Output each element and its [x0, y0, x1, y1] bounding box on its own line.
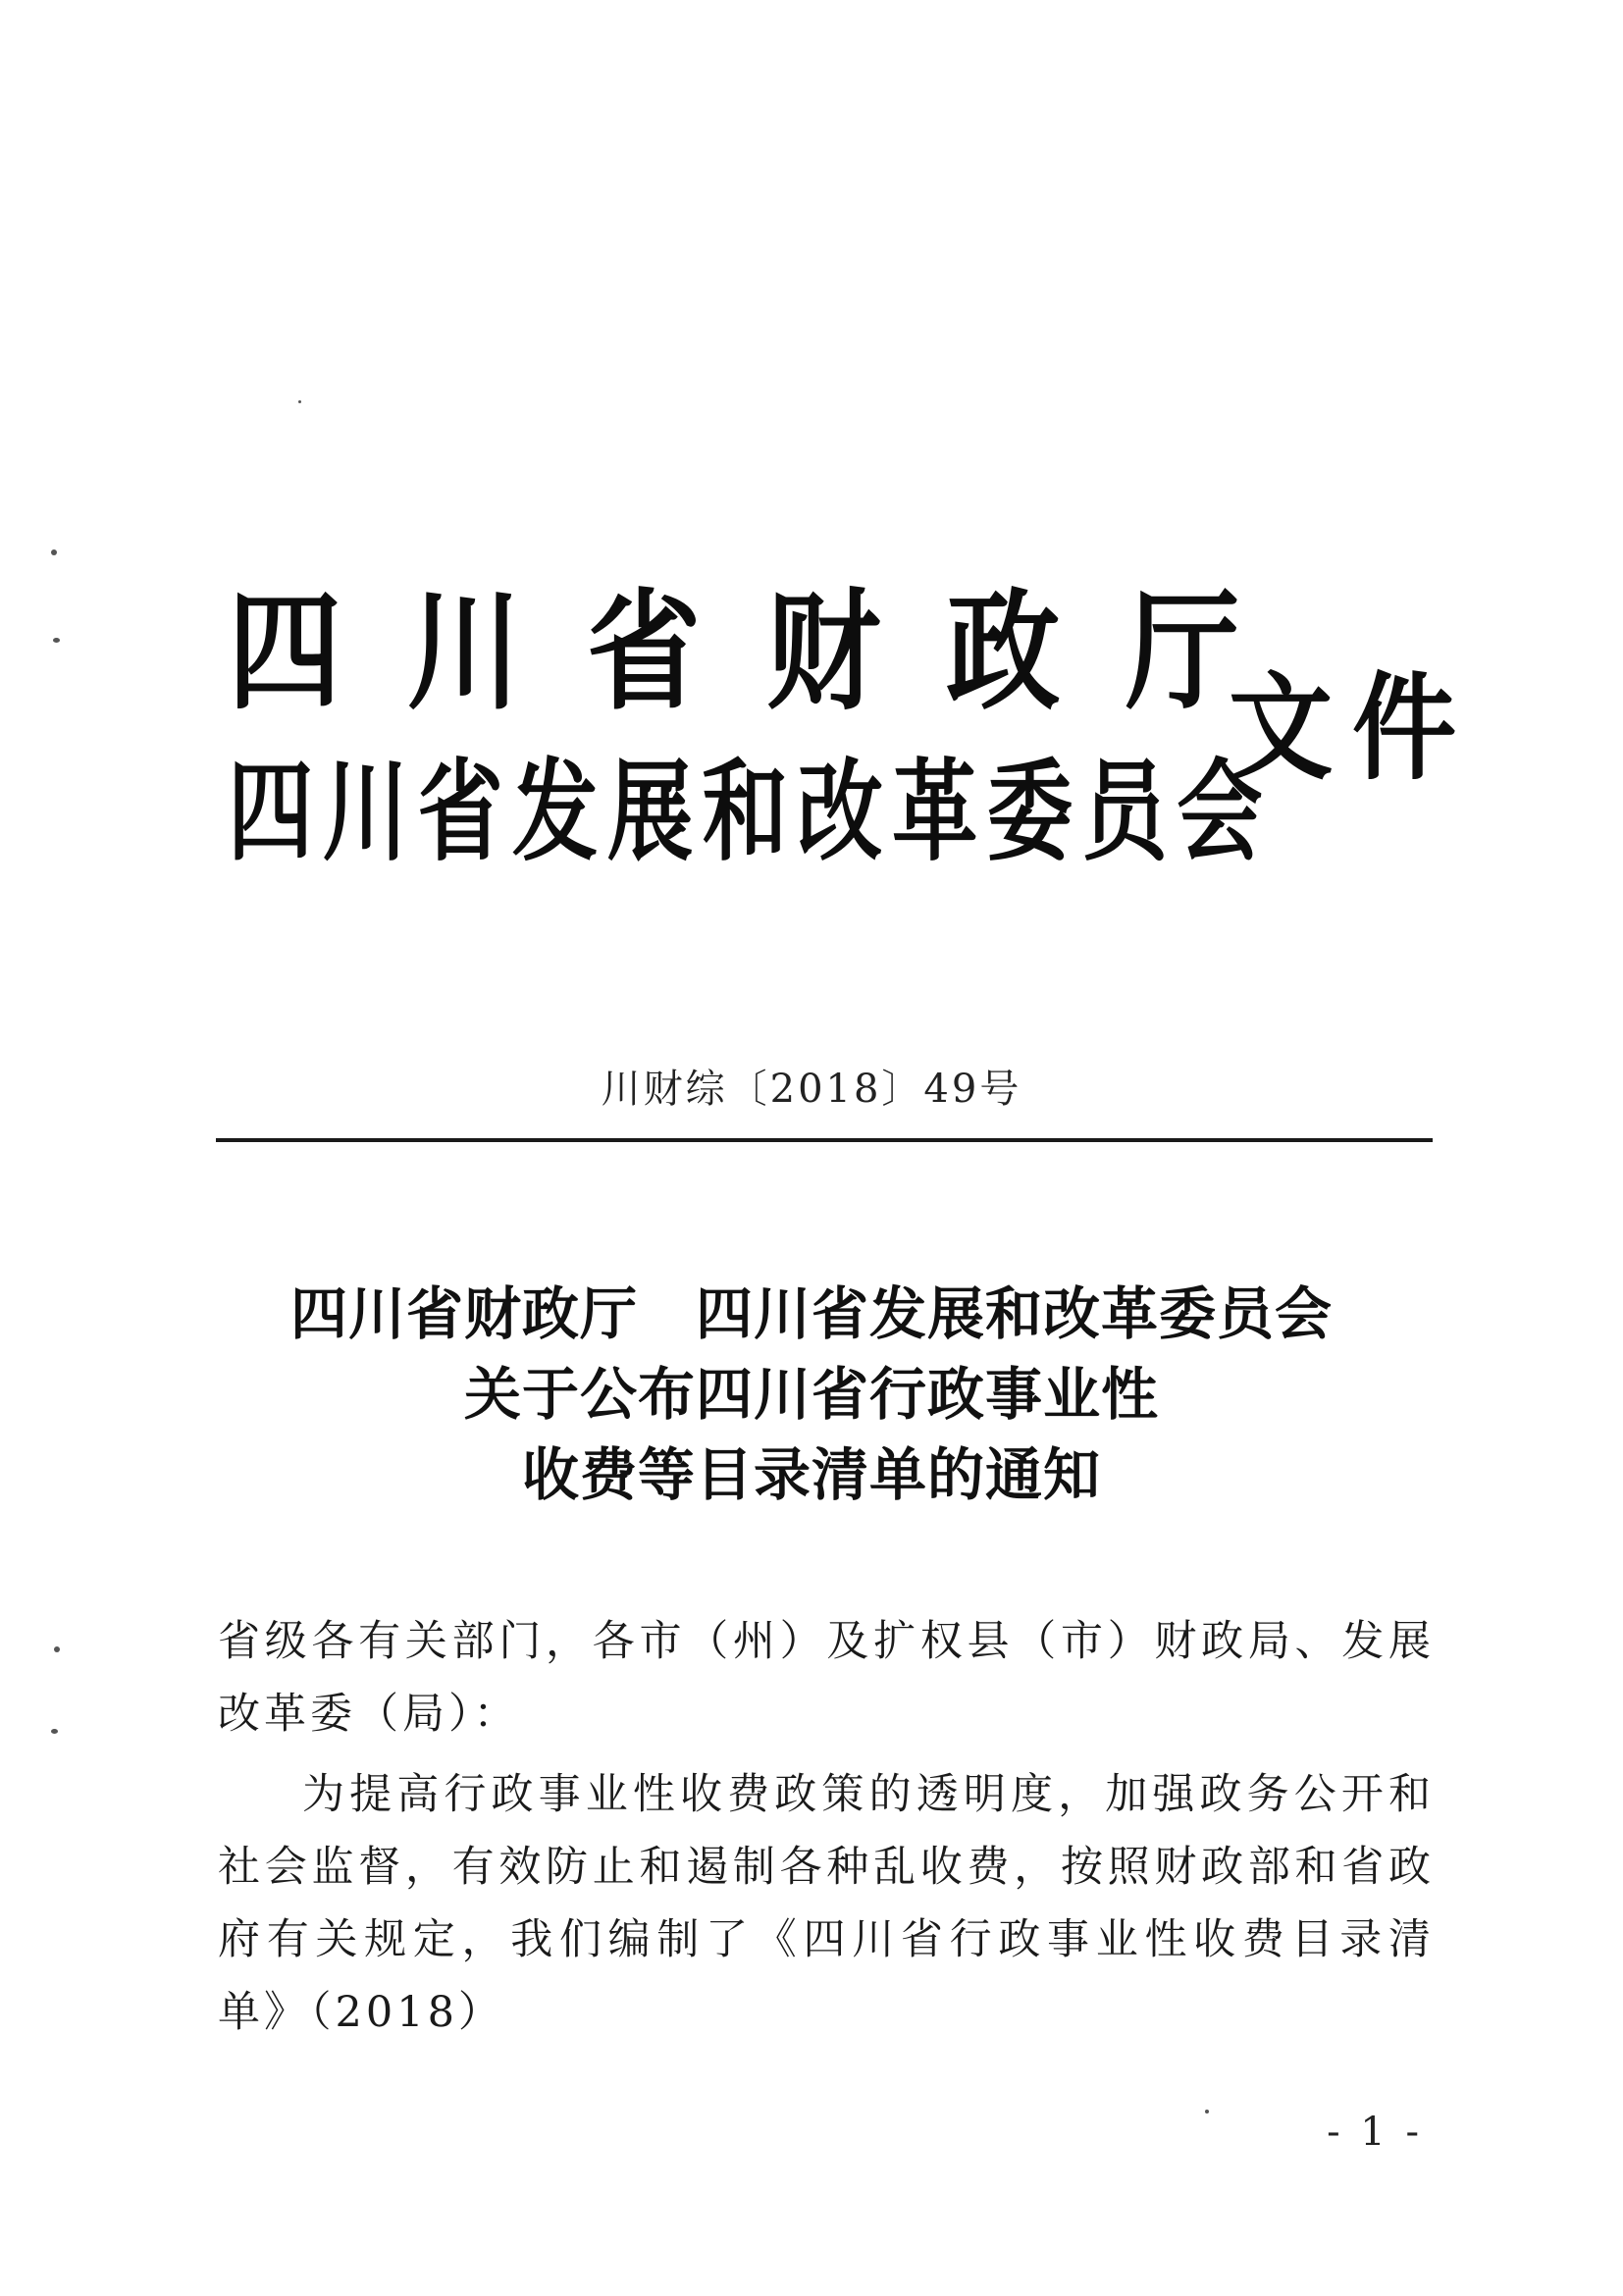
document-title: [0, 1274, 1623, 1515]
scan-speck: [1205, 2110, 1209, 2113]
scan-speck: [51, 549, 57, 555]
document-number: 川财综〔2018〕49号: [601, 1067, 1022, 1112]
title-line-3: 收费等目录清单的通知: [521, 1441, 1101, 1508]
masthead-issuer-2: 四川省发展和改革委员会: [228, 749, 1272, 876]
title-line-2: 关于公布四川省行政事业性: [463, 1361, 1159, 1428]
scan-speck: [298, 400, 301, 403]
document-body: [218, 1605, 1435, 2049]
header-divider: [216, 1138, 1433, 1142]
masthead-suffix: 文件: [1229, 660, 1477, 796]
page-number: - 1 -: [1327, 2110, 1423, 2155]
masthead-issuer-1: 四川省财政厅: [228, 577, 1306, 728]
title-line-1: 四川省财政厅 四川省发展和改革委员会: [289, 1280, 1333, 1347]
addressee: 省级各有关部门，各市（州）及扩权县（市）财政局、发展改革委（局）：: [218, 1617, 1435, 1739]
body-paragraph: 为提高行政事业性收费政策的透明度，加强政务公开和社会监督，有效防止和遏制各种乱收费，按照财政部和省政府有关规定，我们编制了《四川省行政事业性收费目录清单》（2018）: [218, 1770, 1435, 2037]
scan-speck: [54, 1646, 60, 1652]
scan-speck: [53, 638, 60, 643]
scan-speck: [51, 1729, 58, 1734]
masthead: [228, 577, 1477, 903]
